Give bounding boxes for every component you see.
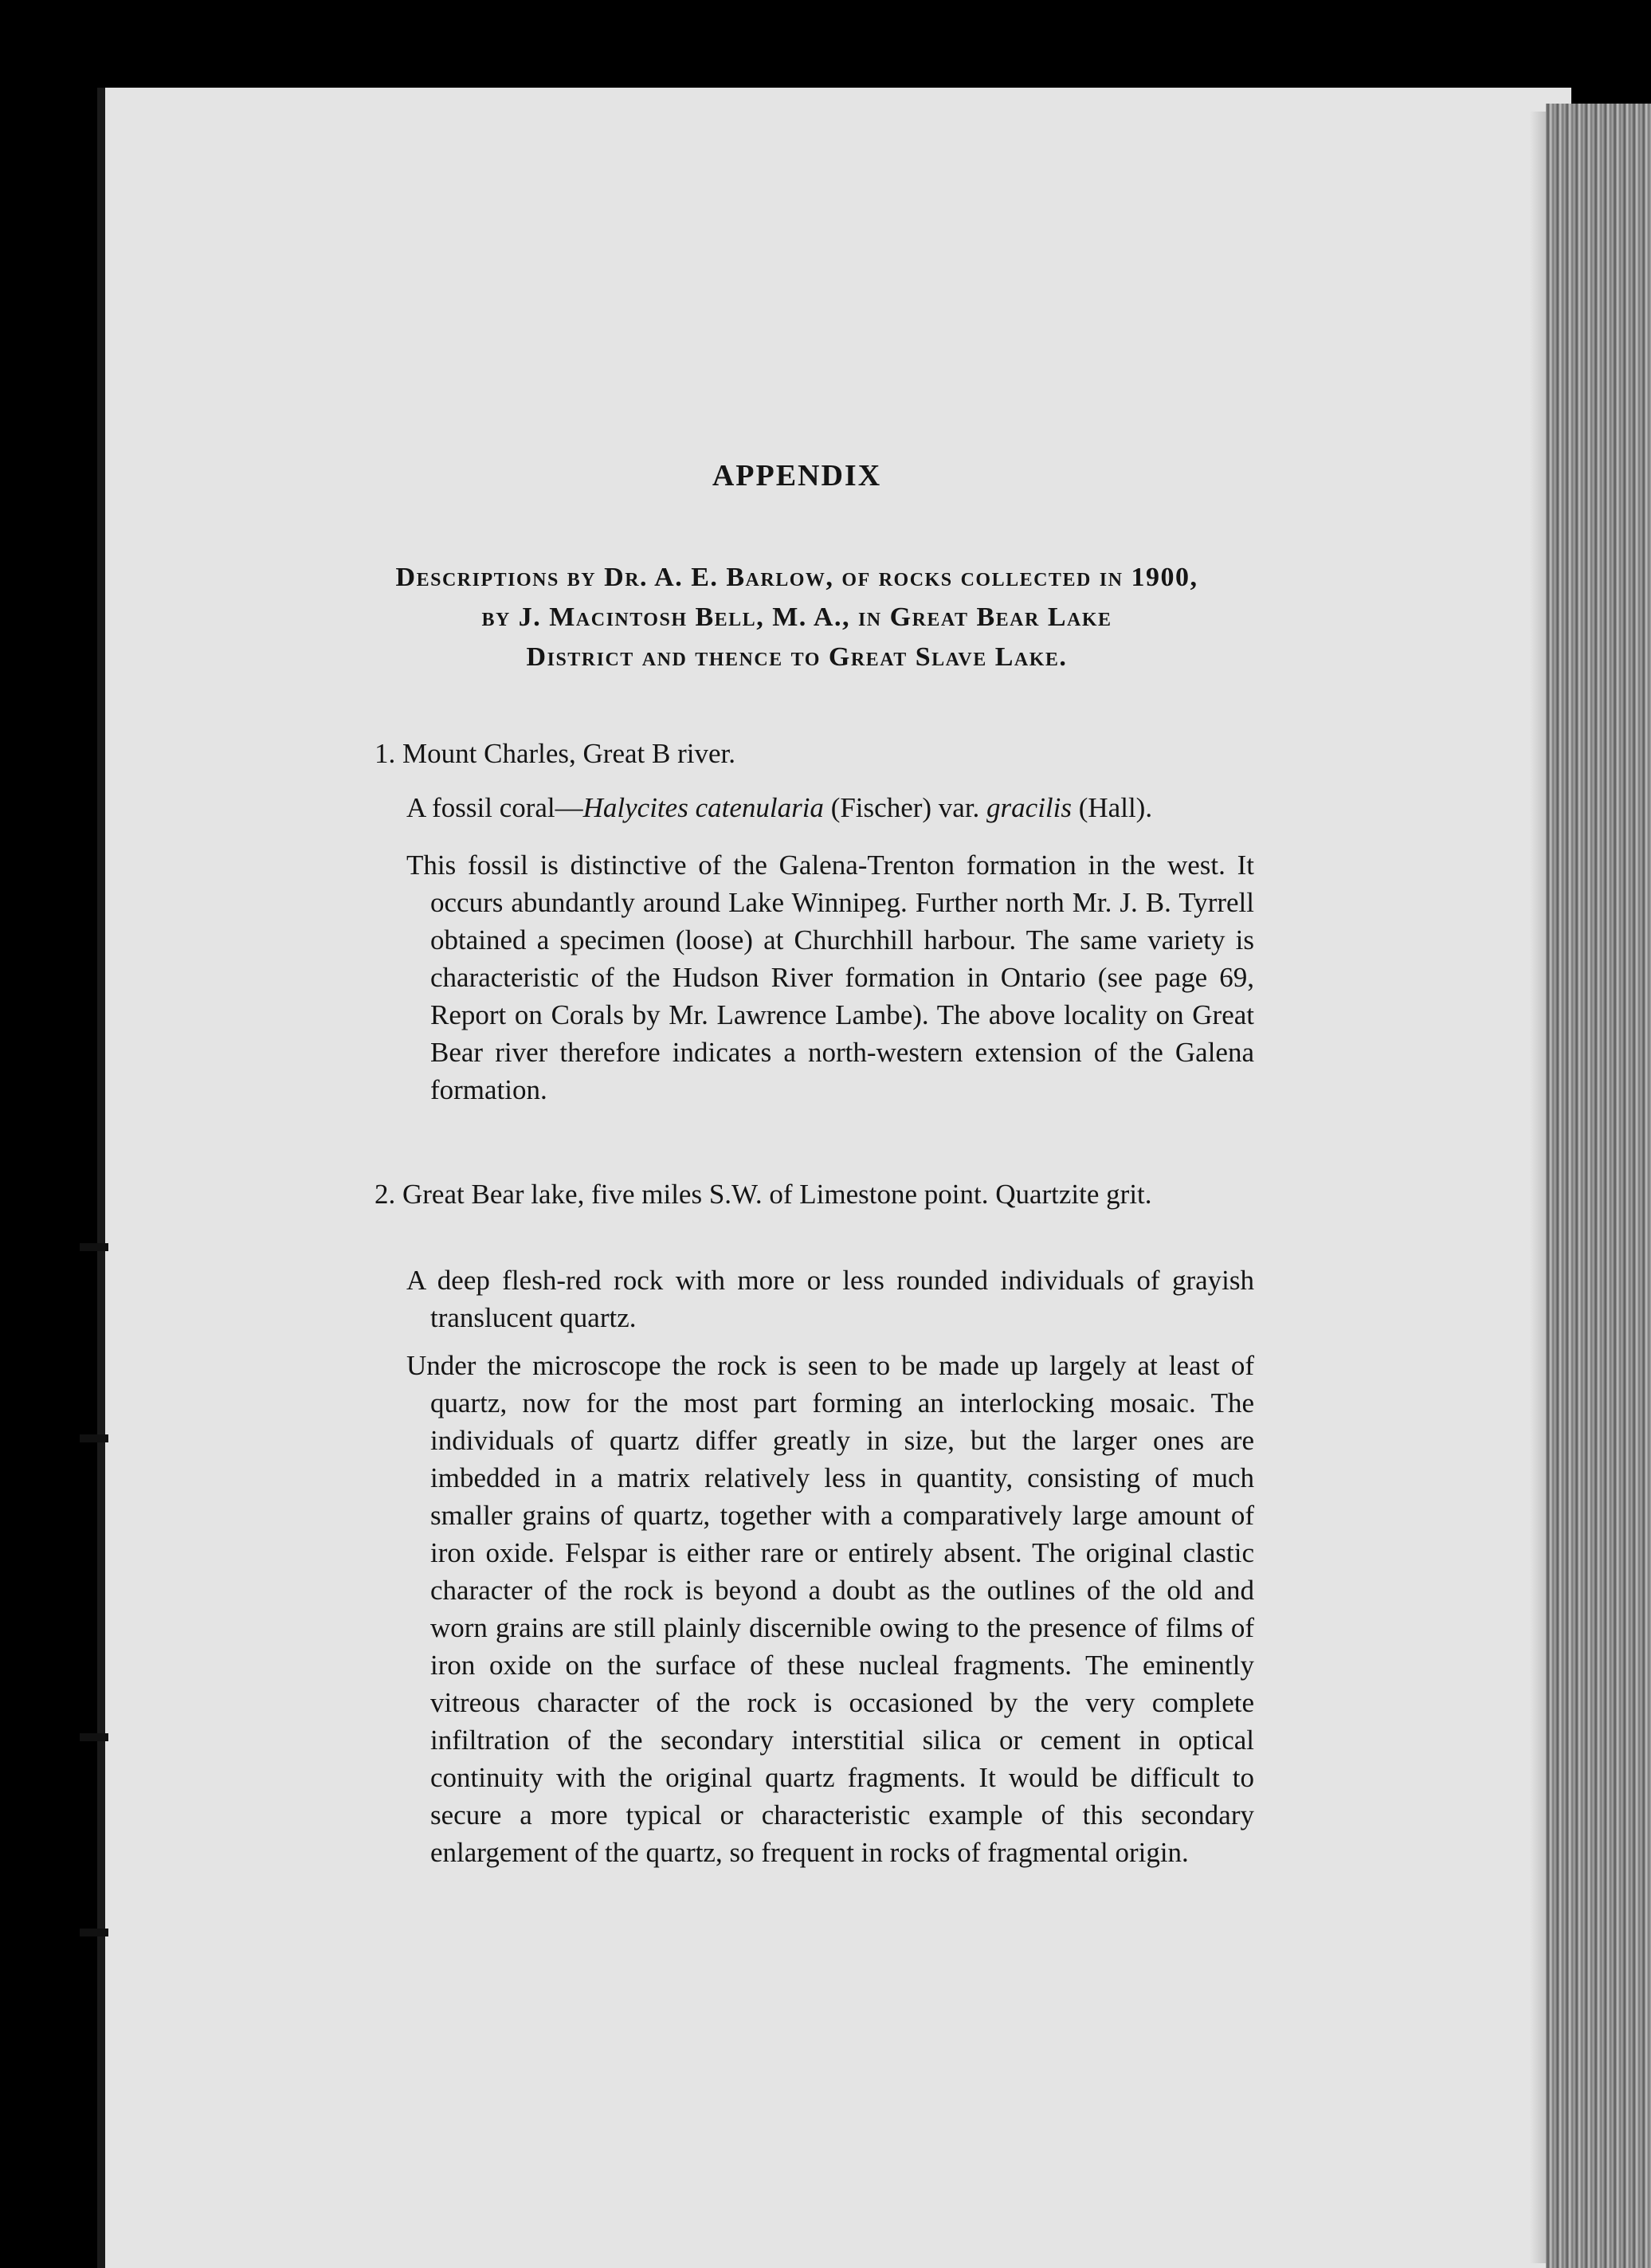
binding-mark — [80, 1243, 108, 1251]
item-1-fossil-line — [406, 789, 1254, 826]
fossil-middle: (Fischer) var. — [823, 792, 987, 823]
binding-mark — [80, 1733, 108, 1741]
item-2-paragraph-1: A deep flesh-red rock with more or less rounded individuals of grayish translucent quartz. — [406, 1265, 1254, 1333]
fossil-variety: gracilis — [986, 792, 1072, 823]
binding-rule — [97, 88, 105, 2268]
item-1-label: 1. Mount Charles, Great B river. — [375, 738, 735, 769]
item-2-label: 2. Great Bear lake, five miles S.W. of Limestone point. Quartzite grit. — [375, 1179, 1152, 1210]
heading-line-1: Descriptions by Dr. A. E. Barlow, of rocks collected in 1900, — [395, 563, 1198, 592]
item-1-paragraph: This fossil is distinctive of the Galena-Trenton formation in the west. It occurs abundantly around Lake Winnipeg. Further north Mr. J. B. Tyrrell obtained a specimen (loose) at Churchhill harbour. The same variety is characteristic of the Hudson River formation in Ontario (see page 69, Report on Corals by Mr. Lawrence Lambe). The above locality on Great Bear river therefore indicates a north-western extension of the Galena formation. — [406, 850, 1254, 1105]
binding-mark — [80, 1434, 108, 1442]
heading-line-2: by J. Macintosh Bell, M. A., in Great Bear Lake — [481, 602, 1112, 632]
book-page-edges — [1546, 104, 1651, 2268]
fossil-suffix: (Hall). — [1072, 792, 1153, 823]
binding-mark — [80, 1929, 108, 1936]
heading-line-3: District and thence to Great Slave Lake. — [526, 642, 1068, 672]
fossil-prefix: A fossil coral— — [406, 792, 583, 823]
item-2-paragraph-2: Under the microscope the rock is seen to be made up largely at least of quartz, now for the most part forming an interlocking mosaic. The individuals of quartz differ greatly in size, but the larger ones are imbedded in a matrix relatively less in quantity, consisting of much smaller grains of quartz, together with a comparatively large amount of iron oxide. Felspar is either rare or entirely absent. The original clastic character of the rock is beyond a doubt as the outlines of the old and worn grains are still plainly discernible owing to the presence of films of iron oxide on the surface of these nucleal fragments. The eminently vitreous character of the rock is occasioned by the very complete infiltration of the secondary interstitial silica or cement in optical continuity with the original quartz fragments. It would be difficult to secure a more typical or characteristic example of this secondary enlargement of the quartz, so frequent in rocks of fragmental origin. — [406, 1350, 1254, 1868]
fossil-species: Halycites catenularia — [582, 792, 824, 823]
appendix-heading — [319, 558, 1275, 677]
page-title: APPENDIX — [712, 459, 882, 492]
